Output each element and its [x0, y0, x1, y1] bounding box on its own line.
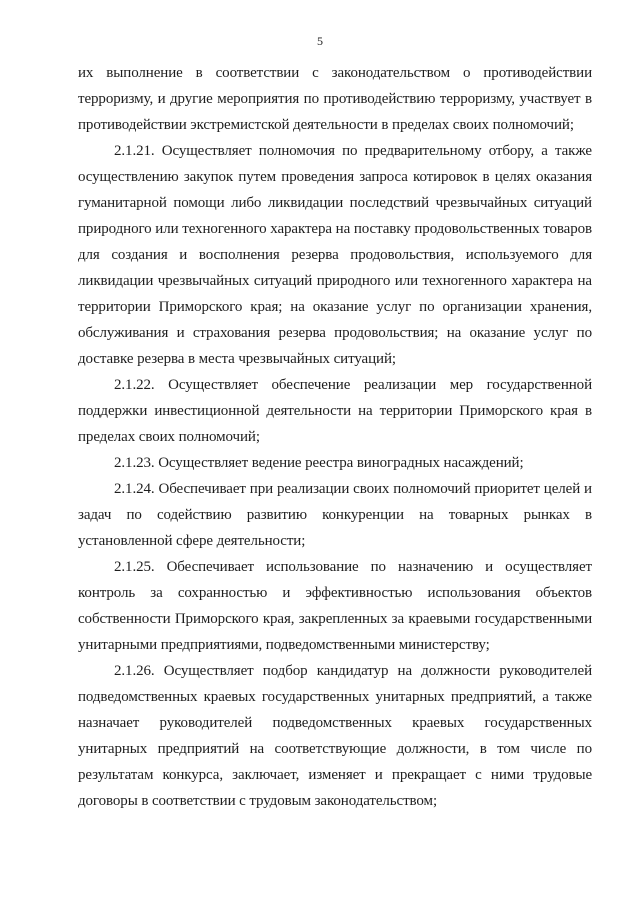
paragraph-2-1-25: 2.1.25. Обеспечивает использование по назначению и осуществляет контроль за сохранностью и эффективностью использования объектов собственности Приморского края, закрепленных за краевыми государственными унитарными предприятиями, подведомственными министерству;: [78, 559, 592, 653]
paragraph-2-1-24: 2.1.24. Обеспечивает при реализации своих полномочий приоритет целей и задач по содействию развитию конкуренции на товарных рынках в установленной сфере деятельности;: [78, 481, 592, 549]
paragraph-2-1-21: 2.1.21. Осуществляет полномочия по предварительному отбору, а также осуществлению закупок путем проведения запроса котировок в целях оказания гуманитарной помощи либо ликвидации последствий чрезвычайных ситуаций природного или техногенного характера на поставку продовольственных товаров для создания и восполнения резерва продовольствия, используемого для ликвидации чрезвычайных ситуаций природного или техногенного характера на территории Приморского края; на оказание услуг по организации хранения, обслуживания и страхования резерва продовольствия; на оказание услуг по доставке резерва в места чрезвычайных ситуаций;: [78, 143, 592, 367]
paragraph-2-1-22: 2.1.22. Осуществляет обеспечение реализации мер государственной поддержки инвестиционной деятельности на территории Приморского края в пределах своих полномочий;: [78, 377, 592, 445]
paragraph-2-1-23: 2.1.23. Осуществляет ведение реестра виноградных насаждений;: [114, 455, 524, 471]
paragraph-2-1-26: 2.1.26. Осуществляет подбор кандидатур на должности руководителей подведомственных краевых государственных унитарных предприятий, а также назначает руководителей подведомственных краевых государственных унитарных предприятий на соответствующие должности, в том числе по результатам конкурса, заключает, изменяет и прекращает с ними трудовые договоры в соответствии с трудовым законодательством;: [78, 663, 592, 809]
page-number: 5: [317, 34, 323, 48]
document-body: [78, 60, 592, 814]
paragraph-continuation: их выполнение в соответствии с законодательством о противодействии терроризму, и другие мероприятия по противодействию терроризму, участвует в противодействии экстремистской деятельности в пределах своих полномочий;: [78, 65, 592, 133]
